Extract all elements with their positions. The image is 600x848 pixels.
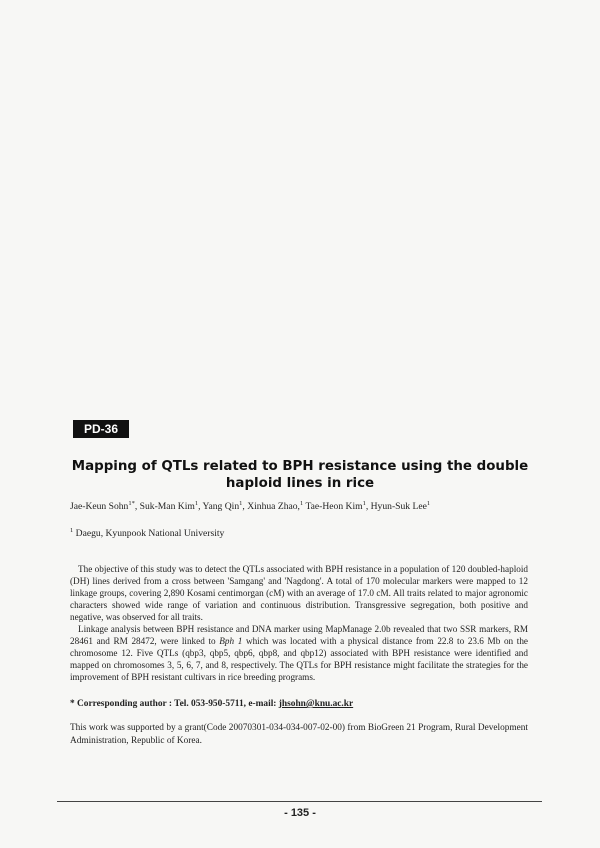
author-affiliation-mark: 1 (426, 499, 431, 507)
affiliation-mark: 1 (70, 526, 74, 534)
author: Tae-Heon Kim (305, 501, 363, 512)
abstract-paragraph-1: The objective of this study was to detect the QTLs associated with BPH resistance in a population of 120 doubled-haploid (DH) lines derived from a cross between 'Samgang' and 'Nagdong'. A total of 170 molecular markers were mapped to 12 linkage groups, covering 2,890 Kosami centimorgan (cM) with an average of 17.0 cM. All traits related to major agronomic characters showed wide range of variation and continuous distribution. Transgressive segregation, both positive and negative, was observed for all traits. (70, 564, 528, 623)
abstract-p2-part-2: which was located with a physical distance from 22.8 to 23.6 Mb on the chromosome 12. Five QTLs (qbp3, qbp5, qbp6, qbp8, and qbp12) associated with BPH resistance were identified and mapped on chromosomes 3, 5, 6, 7, and 8, respectively. The QTLs for BPH resistance might facilitate the strategies for the improvement of BPH resistant cultivars in rice breeding programs. (70, 636, 528, 683)
author: Jae-Keun Sohn (70, 501, 129, 512)
footer-divider (57, 801, 542, 802)
abstract-p2-part-1: Linkage analysis between BPH resistance and DNA marker using MapManage 2.0b revealed that two SSR markers, RM 28461 and RM 28472, were linked to (70, 624, 528, 647)
author-affiliation-mark: 1 (194, 499, 199, 507)
author: Yang Qin (202, 501, 240, 512)
author-list: Jae-Keun Sohn$^{1*}$, Suk-Man Kim$^1$, Yang Qin$^1$, Xinhua Zhao,$^1$ Tae-Heon Kim$^1$, Hyun-Suk Lee$^1$ (70, 499, 431, 512)
paper-title (60, 458, 540, 492)
affiliation-text: Daegu, Kyunpook National University (75, 528, 225, 539)
corresponding-author (70, 698, 530, 710)
affiliation (70, 528, 540, 540)
abstract-paragraph-2 (70, 623, 528, 683)
gene-name: Bph 1 (219, 636, 243, 647)
session-badge: PD-36 (73, 420, 129, 438)
paper-title-line-1: Mapping of QTLs related to BPH resistance using the double (71, 459, 529, 474)
page-number: - 135 - (284, 807, 316, 819)
author-affiliation-mark: 1 (299, 499, 304, 507)
author-affiliation-mark: 1* (128, 499, 135, 507)
paper-title-line-2: haploid lines in rice (225, 476, 375, 491)
email-link[interactable]: jhsohn@knu.ac.kr (278, 699, 354, 709)
author-affiliation-mark: 1 (239, 499, 243, 507)
author-affiliation-mark: 1 (362, 499, 366, 507)
author: Xinhua Zhao, (247, 501, 300, 512)
author: Hyun-Suk Lee (370, 501, 427, 512)
acknowledgement: This work was supported by a grant(Code 20070301-034-034-007-02-00) from BioGreen 21 Program, Rural Development Administration, Republic of Korea. (70, 723, 528, 746)
abstract (70, 563, 528, 683)
corresponding-author-label: * Corresponding author : Tel. 053-950-5711, e-mail: (70, 699, 279, 709)
author: Suk-Man Kim (139, 501, 195, 512)
